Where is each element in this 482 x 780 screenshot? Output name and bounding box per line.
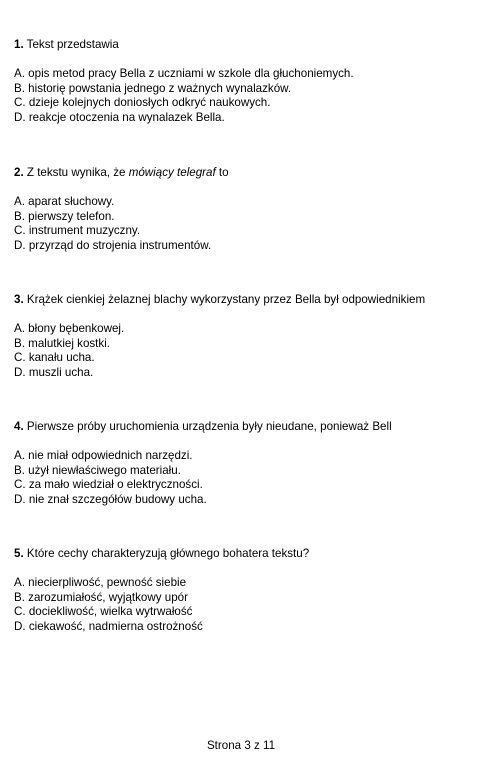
answer-options — [14, 195, 474, 253]
question-5 — [14, 547, 474, 634]
answer-option-b[interactable]: B. malutkiej kostki. — [14, 336, 110, 350]
answer-option-c[interactable]: C. dzieje kolejnych doniosłych odkryć naukowych. — [14, 96, 271, 109]
answer-options — [14, 322, 474, 380]
question-stem: Tekst przedstawia — [23, 38, 119, 51]
question-number: 4. — [14, 420, 24, 433]
question-1 — [14, 38, 474, 125]
answer-options — [14, 576, 474, 634]
question-number: 2. — [14, 166, 24, 179]
question-text — [14, 166, 474, 181]
answer-option-d[interactable]: D. ciekawość, nadmierna ostrożność — [14, 619, 203, 633]
question-stem-end: to — [215, 166, 229, 179]
answer-option-d[interactable]: D. nie znał szczegółów budowy ucha. — [14, 492, 207, 506]
question-number: 5. — [14, 547, 24, 560]
answer-option-c[interactable]: C. za mało wiedział o elektryczności. — [14, 478, 203, 491]
answer-option-c[interactable]: C. kanału ucha. — [14, 351, 95, 364]
answer-option-d[interactable]: D. przyrząd do strojenia instrumentów. — [14, 238, 212, 252]
answer-option-a[interactable]: A. błony bębenkowej. — [14, 322, 125, 335]
answer-options — [14, 449, 474, 507]
question-text — [14, 293, 474, 308]
question-text — [14, 420, 474, 435]
question-text — [14, 547, 474, 562]
answer-option-a[interactable]: A. aparat słuchowy. — [14, 195, 115, 208]
page-number: Strona 3 z 11 — [206, 739, 276, 752]
answer-option-b[interactable]: B. pierwszy telefon. — [14, 209, 115, 223]
answer-option-b[interactable]: B. zarozumiałość, wyjątkowy upór — [14, 590, 188, 604]
question-number: 1. — [14, 38, 24, 51]
answer-option-d[interactable]: D. muszli ucha. — [14, 365, 94, 379]
question-4 — [14, 420, 474, 507]
question-stem: Krążek cienkiej żelaznej blachy wykorzystany przez Bella był odpowiednikiem — [23, 293, 426, 306]
answer-option-b[interactable]: B. historię powstania jednego z ważnych wynalazków. — [14, 81, 292, 95]
answer-option-a[interactable]: A. niecierpliwość, pewność siebie — [14, 576, 187, 589]
answer-option-d[interactable]: D. reakcje otoczenia na wynalazek Bella. — [14, 110, 225, 124]
answer-option-c[interactable]: C. instrument muzyczny. — [14, 224, 141, 237]
question-number: 3. — [14, 293, 24, 306]
answer-options — [14, 67, 474, 125]
question-stem: Z tekstu wynika, że — [23, 166, 129, 179]
question-text — [14, 38, 474, 53]
answer-option-b[interactable]: B. użył niewłaściwego materiału. — [14, 463, 181, 477]
answer-option-c[interactable]: C. dociekliwość, wielka wytrwałość — [14, 605, 193, 618]
question-2 — [14, 166, 474, 253]
question-stem: Pierwsze próby uruchomienia urządzenia były nieudane, ponieważ Bell — [23, 420, 392, 433]
question-3 — [14, 293, 474, 380]
question-stem-italic: mówiący telegraf — [128, 166, 216, 179]
answer-option-a[interactable]: A. nie miał odpowiednich narzędzi. — [14, 449, 193, 462]
answer-option-a[interactable]: A. opis metod pracy Bella z uczniami w szkole dla głuchoniemych. — [14, 67, 354, 80]
question-stem: Które cechy charakteryzują głównego bohatera tekstu? — [23, 547, 310, 560]
